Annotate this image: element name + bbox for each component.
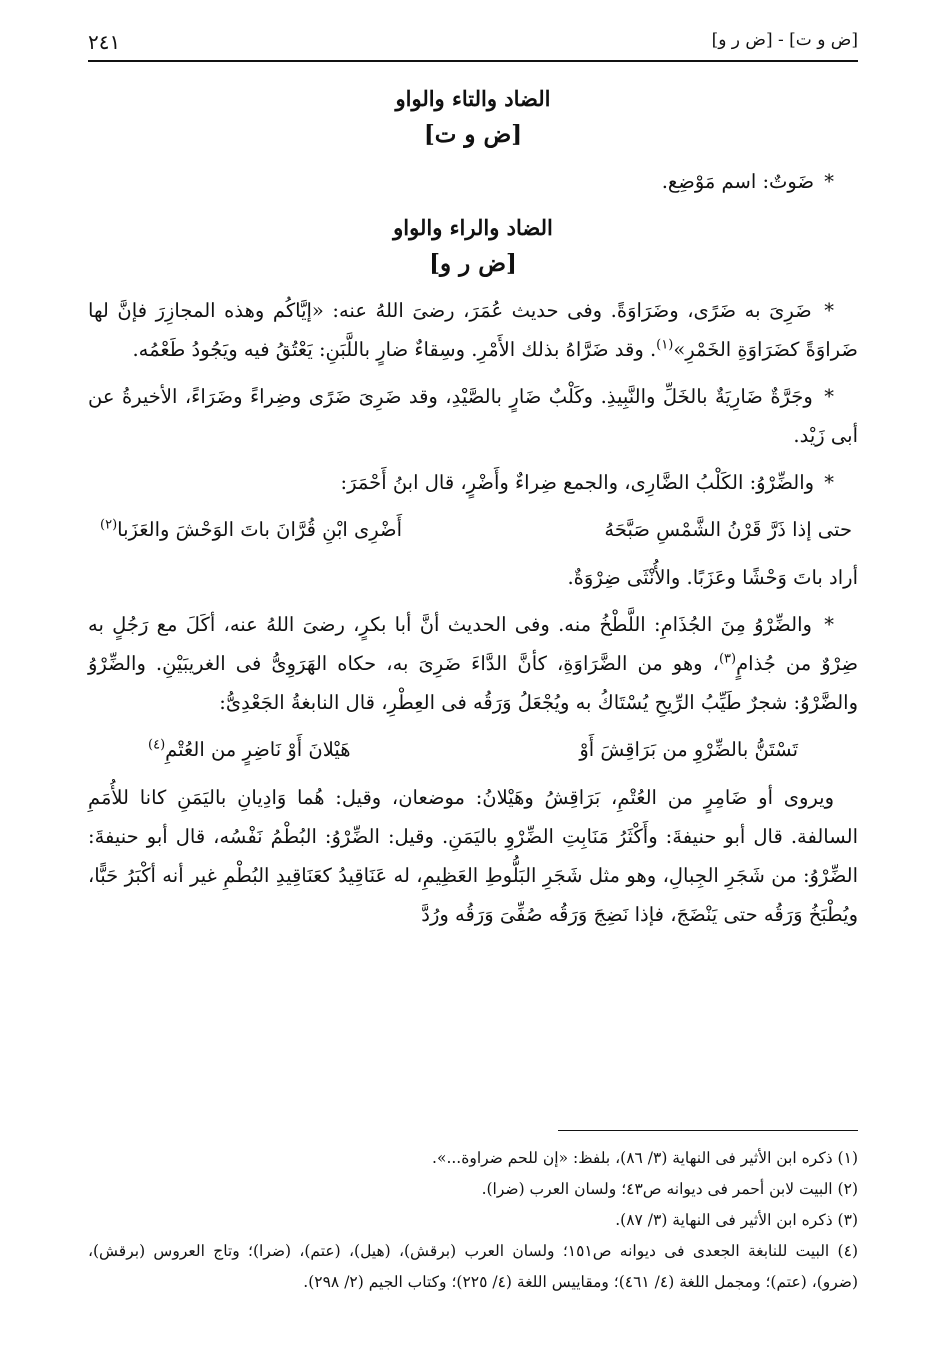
- verse-line: [88, 730, 858, 770]
- root-title: [ض ر و]: [429, 250, 517, 277]
- section-title: الضاد والراء والواو: [393, 215, 553, 240]
- star-icon: *: [824, 170, 834, 193]
- verse-line: [88, 510, 858, 550]
- header-rule: [88, 60, 858, 62]
- footnotes: [88, 1130, 858, 1298]
- verse-second-half: أَضْرِى ابْنِ قُرَّانَ باتَ الوَحْشَ والعَزَبا$^{(٢)}$: [100, 517, 403, 541]
- footnote: (٣) ذكره ابن الأثير فى النهاية (٣/ ٨٧).: [615, 1211, 858, 1229]
- footnote-marker: (٢): [100, 517, 118, 533]
- entry-paragraph: * وجَرَّةٌ ضَارِيَةٌ بالخَلِّ والنَّبِيذِ. وكَلْبٌ ضَارٍ بالصَّيْدِ، وقد ضَرِىَ ضَرًى وضِراءً وضَرَاءً، الأخيرةُ عن أبى زَيْد.: [88, 385, 858, 447]
- footnote-marker: (٣): [718, 651, 737, 667]
- footnote-marker: (١): [656, 337, 674, 353]
- section-title: الضاد والتاء والواو: [395, 86, 551, 111]
- verse-first-half: تَسْتَنُّ بالضِّرْوِ من بَرَاقِشَ أَوْ: [579, 738, 798, 761]
- root-title: [ض و ت]: [423, 121, 523, 148]
- footnote: (١) ذكره ابن الأثير فى النهاية (٣/ ٨٦)، بلفظ: «إن للحم ضراوة...».: [432, 1149, 858, 1167]
- star-icon: *: [824, 299, 834, 322]
- star-icon: *: [824, 471, 834, 494]
- verse-second-half: هَيْلانَ أَوْ نَاضِرٍ من العُتْمِ$^{(٤)}$: [148, 737, 351, 761]
- entry-paragraph: أراد باتَ وَحْشًا وعَزَبًا. والأُنْثَى ضِرْوَةٌ.: [567, 566, 858, 589]
- entry-paragraph: * والضِّرْوُ مِنَ الجُذَامِ: اللَّطْخُ منه. وفى الحديث أنَّ أبا بكرٍ، رضىَ اللهُ عنه، أكَلَ مع رَجُلٍ به ضِرْوٌ من جُذامٍ$^{(٣)}$، وهو من الضَّرَاوَةِ، كأنَّ الدَّاءَ ضَرِىَ به، حكاه الهَرَوِىُّ فى الغريبَيْنِ. والضِّرْوُ والضَّرْوُ: شجرٌ طَيِّبُ الرِّيحِ يُسْتَاكُ به ويُجْعَلُ وَرَقُه فى العِطْرِ، قال النابغةُ الجَعْدِىُّ:: [88, 613, 859, 714]
- header-topics: [ض و ت] - [ض ر و]: [711, 30, 858, 50]
- footnote: (٤) البيت للنابغة الجعدى فى ديوانه ص١٥١؛ ولسان العرب (برقش)، (هيل)، (عتم)، (ضرا)؛ وتاج العروس (برقش)، (ضرو)، (عتم)؛ ومجمل اللغة (٤/ ٤٦١)؛ ومقاييس اللغة (٤/ ٢٢٥)؛ وكتاب الجيم (٢/ ٢٩٨).: [88, 1242, 858, 1291]
- entry-paragraph: * والضِّرْوُ: الكَلْبُ الضَّارِى، والجمع ضِراءٌ وأَضْرٍ، قال ابنُ أَحْمَرَ:: [340, 471, 834, 494]
- page-number: ٢٤١: [88, 30, 121, 54]
- entry-paragraph: * ضَرِىَ به ضَرًى، وضَرَاوَةً. وفى حديث عُمَرَ، رضىَ اللهُ عنه: «إيَّاكُم وهذه المجازِرَ فإنَّ لها ضَراوَةً كضَرَاوَةِ الخَمْرِ»$^{(١)}$. وقد ضَرَّاهُ بذلك الأَمْرِ. وسِقاءٌ ضارٍ باللَّبَنِ: يَعْتُقُ فيه ويَجُودُ طَعْمُه.: [88, 299, 858, 361]
- star-icon: *: [824, 613, 834, 636]
- star-icon: *: [824, 385, 834, 408]
- footnote: (٢) البيت لابن أحمر فى ديوانه ص٤٣؛ ولسان العرب (ضرا).: [481, 1180, 858, 1198]
- main-text: [88, 72, 858, 942]
- footnote-rule: [558, 1130, 858, 1131]
- footnote-marker: (٤): [148, 737, 166, 753]
- verse-first-half: حتى إذا ذَرَّ قَرْنُ الشَّمْسِ صَبَّحَهُ: [604, 518, 852, 541]
- running-header: [88, 22, 858, 62]
- entry-paragraph: * ضَوتٌ: اسم مَوْضِع.: [661, 170, 834, 193]
- entry-paragraph: ويروى أو ضَامِرٍ من العُتْمِ، بَرَاقِشُ وهَيْلانُ: موضعان، وقيل: هُما وَادِيانِ باليَمَنِ كانا للأُمَمِ السالفة. قال أبو حنيفةَ: وأَكْثَرُ مَنَابِتِ الضِّرْوِ باليَمَنِ. وقيل: الضِّرْوُ: البُطْمُ نَفْسُه، قال أبو حنيفةَ: الضِّرْوُ: من شَجَرِ الجِبالِ، وهو مثل شَجَرِ البَلُّوطِ العَظِيمِ، له عَنَاقِيدُ كعَنَاقِيدِ البُطْمِ غير أنه أكْبَرُ حَبًّا، ويُطْبَخُ وَرَقُه حتى يَنْضَجَ، فإذا نَضِجَ وَرَقُه صُفِّىَ وَرَقُه ورُدَّ: [88, 786, 858, 926]
